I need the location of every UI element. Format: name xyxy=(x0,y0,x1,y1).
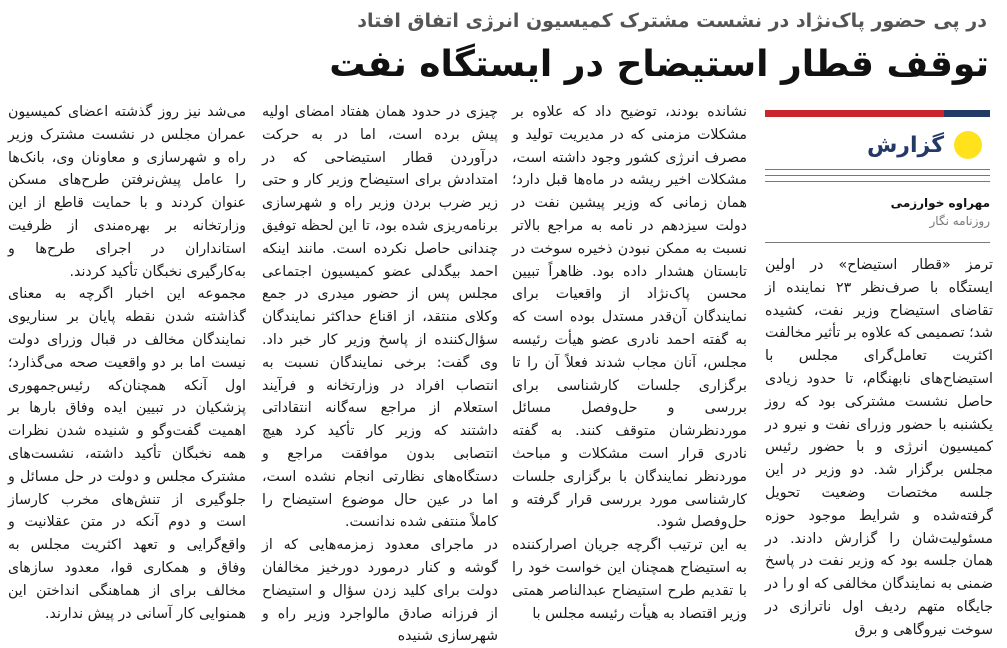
red-bar-segment xyxy=(765,110,944,117)
article-kicker: در پی حضور پاک‌نژاد در نشست مشترک کمیسیون انرژی اتفاق افتاد xyxy=(357,10,987,32)
paragraph: ترمز «قطار استیضاح» در اولین ایستگاه با صرف‌نظر ۲۳ نماینده از تقاضای استیضاح وزیر نفت، کشیده شد؛ تصمیمی که علاوه بر تأثیر مخالفت اکثریت تعامل‌گرای مجلس با استیضاح‌های نابهنگام، تا حدود زیادی حاصل نشست مشترکی بود که روز یکشنبه با حضور وزرای نفت و نیرو در کمیسیون انرژی و با حضور رئیس مجلس برگزار شد. دو وزیر در این جلسه مختصات وضعیت تحویل گرفته‌شده و شرایط موجود حوزه مسئولیت‌شان را گزارش دادند. در همان جلسه بود که وزیر نفت در پاسخ ضمنی به نمایندگان مخالفی که او را در جایگاه متهم ردیف اول ناترازی در سوخت نیروگاهی و برق xyxy=(765,257,993,638)
section-header xyxy=(765,121,990,169)
paragraph: به این ترتیب اگرچه جریان اصرارکننده به استیضاح همچنان این خواست خود را با تقدیم طرح استیضاح عبدالناصر همتی وزیر اقتصاد به هیأت رئیسه مجلس با xyxy=(512,537,747,622)
article-column-3 xyxy=(262,101,498,645)
section-label: گزارش xyxy=(866,132,944,158)
section-color-bar xyxy=(765,110,990,117)
article-headline: توقف قطار استیضاح در ایستگاه نفت xyxy=(329,44,989,85)
divider xyxy=(765,175,990,176)
divider xyxy=(765,181,990,182)
divider xyxy=(765,242,990,243)
divider xyxy=(765,169,990,170)
article-column-1 xyxy=(765,254,993,638)
paragraph: نشانده بودند، توضیح داد که علاوه بر مشکلات مزمنی که در مدیریت تولید و مصرف انرژی کشور وجود داشته است، مشکلات اخیر ریشه در ماه‌ها قبل دارد؛ همان زمانی که وزیر پیشین نفت در دولت سیزدهم در نامه به مراجع بالاتر نسبت به ممکن نبودن ذخیره سوخت در تابستان هشدار داده بود. ظاهراً تبیین محسن پاک‌نژاد از واقعیات برای نمایندگان آن‌قدر مستدل بوده است که به گفته احمد نادری عضو هیأت رئیسه مجلس، آنان مجاب شدند فعلاً آن را تا برگزاری جلسات کارشناسی برای بررسی و حل‌وفصل مسائل موردنظرشان متوقف کنند. به گفته نادری قرار است مشکلات و مباحث موردنظر نمایندگان با برگزاری جلسات کارشناسی مورد بررسی قرار گرفته و حل‌وفصل شود. xyxy=(512,104,747,531)
author-name: مهراوه خوارزمی xyxy=(890,196,990,210)
paragraph: می‌شد نیز روز گذشته اعضای کمیسیون عمران مجلس در نشست مشترک وزیر راه و شهرسازی و معاونان وی، بانک‌ها را عامل پیش‌نرفتن طرح‌های مسکن عنوان کردند و با حمایت قاطع از این وزارتخانه بر بهره‌مندی از ظرفیت استانداران در اجرای طرح‌ها و به‌کارگیری نخبگان تأکید کردند. xyxy=(8,104,246,280)
author-role: روزنامه نگار xyxy=(929,214,990,228)
paragraph: مجموعه این اخبار اگرچه به معنای گذاشته شدن نقطه پایان بر سناریوی نمایندگان مخالف در قبال وزرای دولت نیست اما بر دو واقعیت صحه می‌گذارد؛ اول آنکه همچنان‌که رئیس‌جمهوری پزشکیان در تبیین ایده وفاق بارها بر اهمیت گفت‌وگو و شنیده شدن نظرات همه نخبگان تأکید داشته، نشست‌های مشترک مجلس و دولت در حل مسائل و جلوگیری از تنش‌های مخرب کارساز است و دوم آنکه در متن عقلانیت و واقع‌گرایی و تعهد اکثریت مجلس به وفاق و همکاری قوا، معدود سازهای مخالف برای از هماهنگی انداختن این همنوایی کار آسانی در پیش ندارند. xyxy=(8,286,246,622)
yellow-circle-icon xyxy=(954,131,982,159)
article-column-4 xyxy=(8,101,246,622)
article-column-2 xyxy=(512,101,747,622)
paragraph: در ماجرای معدود زمزمه‌هایی که از گوشه و کنار درمورد دورخیز مخالفان دولت برای کلید زدن سؤال و استیضاح از فرزانه صادق مالواجرد وزیر راه و شهرسازی شنیده xyxy=(262,537,498,645)
article-sidebar xyxy=(765,110,990,243)
navy-bar-segment xyxy=(944,110,990,117)
paragraph: چیزی در حدود همان هفتاد امضای اولیه پیش برده است، اما در به حرکت درآوردن قطار استیضاحی که در امتدادش برای استیضاح وزیر کار و حتی زیر ضرب بردن وزیر راه و شهرسازی برنامه‌ریزی شده بود، تا این لحظه توفیق چندانی حاصل نکرده است. مانند اینکه احمد بیگدلی عضو کمیسیون اجتماعی مجلس پس از حضور میدری در جمع وکلای منتقد، از اقناع حداکثر نمایندگان سؤال‌کننده از پاسخ وزیر کار خبر داد. وی گفت: برخی نمایندگان نسبت به انتصاب افراد در وزارتخانه و فرآیند استعلام از مراجع سه‌گانه انتقاداتی داشتند که وزیر کار تأکید کرد هیچ انتصابی بدون موافقت مراجع و دستگاه‌های نظارتی انجام نشده است، اما در عین حال موضوع استیضاح را کاملاً منتفی شده ندانست. xyxy=(262,104,498,531)
